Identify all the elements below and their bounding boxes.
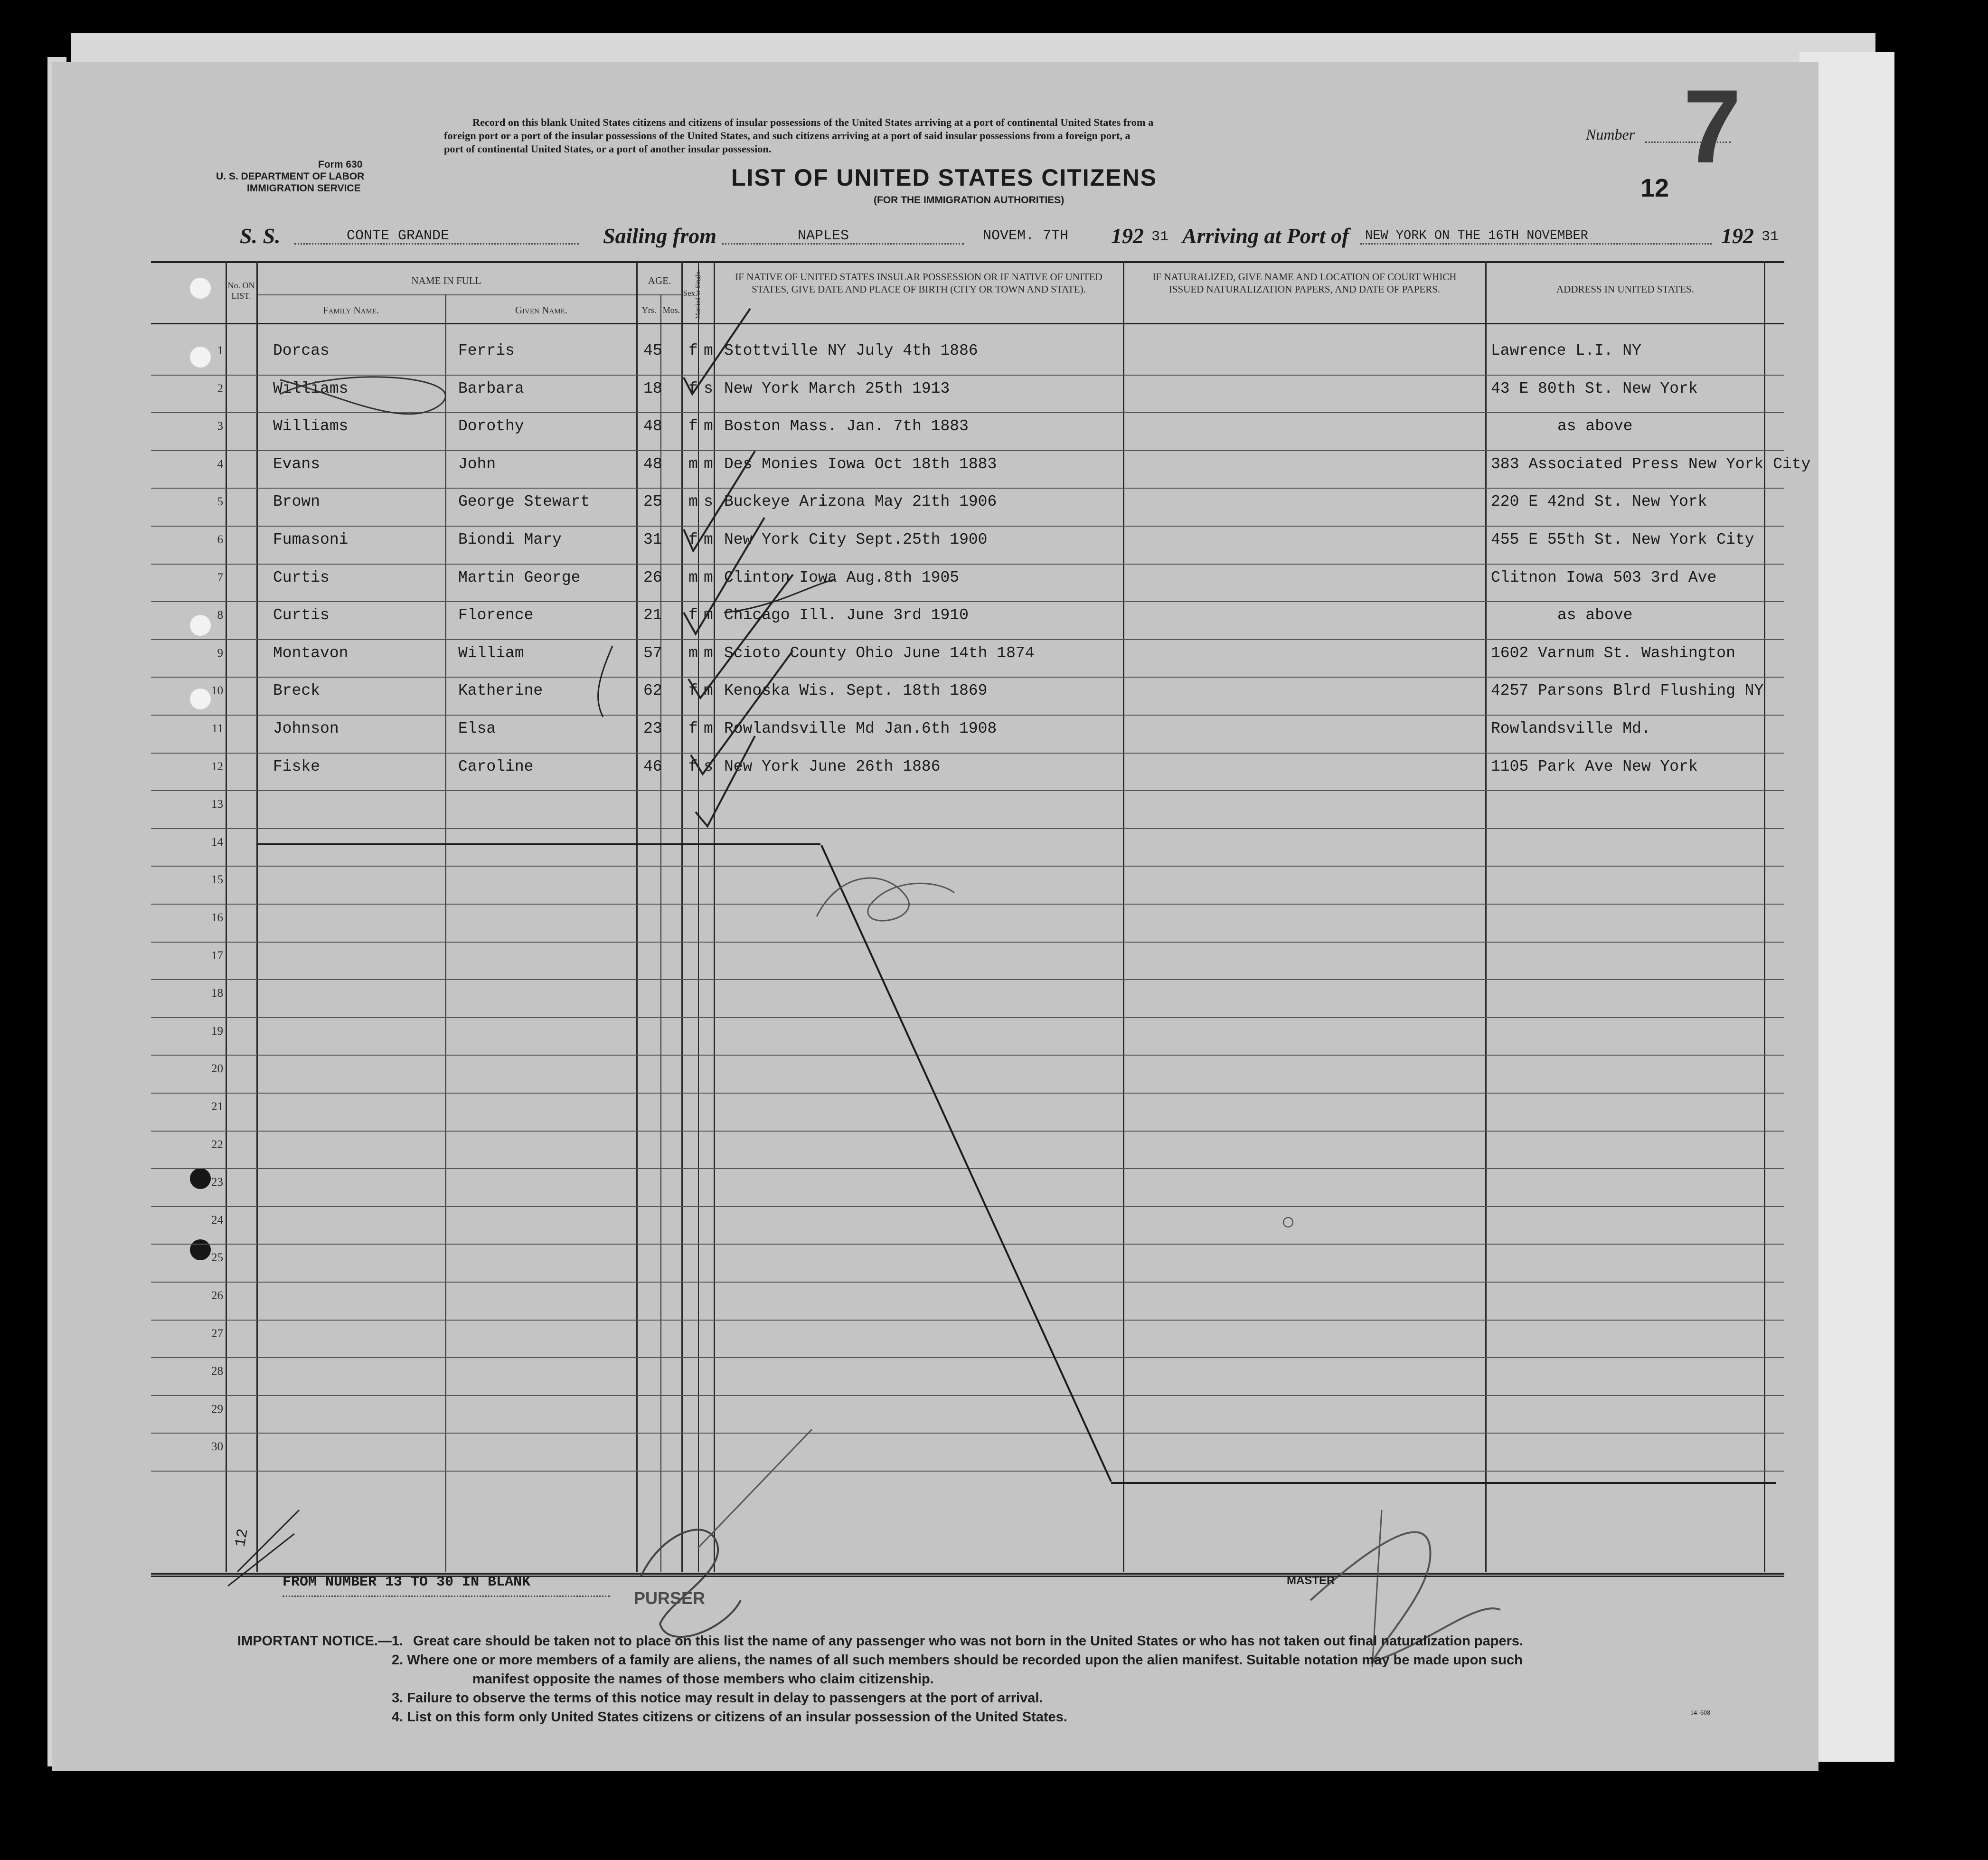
cell-given: George Stewart — [458, 493, 590, 511]
cell-birth: Scioto County Ohio June 14th 1874 — [724, 644, 1035, 662]
cell-family: Johnson — [273, 720, 339, 737]
cell-birth: Rowlandsville Md Jan.6th 1908 — [724, 720, 997, 737]
cell-birth: New York March 25th 1913 — [724, 379, 950, 397]
cell-no: 10 — [211, 684, 223, 698]
page-number: 12 — [1640, 174, 1669, 202]
page-subtitle: (FOR THE IMMIGRATION AUTHORITIES) — [874, 195, 1065, 206]
cell-given: Caroline — [458, 757, 534, 775]
cell-no: 18 — [211, 987, 223, 1000]
total-count: 12 — [231, 1527, 252, 1548]
cell-no: 1 — [217, 344, 223, 357]
cell-no: 26 — [211, 1289, 223, 1302]
cell-birth: New York June 26th 1886 — [724, 757, 941, 775]
arriving-port: NEW YORK ON THE 16TH NOVEMBER — [1365, 229, 1588, 243]
cell-no: 20 — [211, 1062, 223, 1076]
header-yrs: Yrs. — [641, 305, 657, 315]
cell-no: 22 — [211, 1138, 223, 1151]
purser-label: PURSER — [634, 1588, 706, 1608]
page-title: LIST OF UNITED STATES CITIZENS — [731, 164, 1158, 191]
header-no-on-list: No. ON LIST. — [227, 281, 255, 301]
cell-family: Curtis — [273, 568, 330, 586]
master-label: MASTER — [1287, 1574, 1335, 1587]
header-given-name: Given Name. — [515, 304, 567, 316]
instruction-line-2: foreign port or a port of the insular possessions of the United States, and such citizens arriving at a port of said insular possessions from a foreign port, a — [444, 130, 1131, 142]
cell-given: Ferris — [458, 342, 515, 359]
cell-no: 3 — [217, 420, 223, 433]
cell-no: 15 — [211, 873, 223, 887]
cell-status: m — [704, 531, 713, 548]
instruction-line-3: port of continental United States, or a port of another insular possession. — [444, 143, 772, 155]
cell-birth: Clinton Iowa Aug.8th 1905 — [724, 568, 960, 586]
header-age: AGE. — [648, 275, 671, 286]
blank-rows-note: FROM NUMBER 13 TO 30 IN BLANK — [283, 1574, 531, 1590]
cell-status: m — [704, 568, 713, 586]
cell-status: s — [704, 379, 713, 397]
cell-address: Rowlandsville Md. — [1491, 720, 1651, 737]
number-label: Number — [1586, 126, 1635, 143]
cell-age: 57 — [643, 644, 662, 662]
cell-sex: f — [688, 379, 698, 397]
cell-status: m — [704, 720, 713, 737]
notice-4: 4. List on this form only United States citizens or citizens of an insular possession of the United States. — [392, 1709, 1067, 1725]
cell-no: 30 — [211, 1440, 223, 1454]
header-name-in-full: NAME IN FULL — [411, 275, 481, 286]
notice-2: 2. Where one or more members of a family are aliens, the names of all such members should be recorded upon the alien manifest. Suitable notation may be made upon such — [392, 1652, 1523, 1668]
cell-family: Fumasoni — [273, 531, 349, 548]
cell-no: 19 — [211, 1024, 223, 1038]
form-code: 14–608 — [1690, 1709, 1710, 1717]
cell-given: Florence — [458, 606, 534, 624]
cell-given: William — [458, 644, 524, 662]
cell-no: 16 — [211, 911, 223, 924]
cell-no: 5 — [217, 495, 223, 509]
cell-age: 26 — [643, 568, 662, 586]
cell-sex: m — [688, 493, 698, 511]
cell-age: 31 — [643, 531, 662, 548]
cell-age: 23 — [643, 720, 662, 737]
cell-sex: m — [688, 644, 698, 662]
cell-given: Dorothy — [458, 417, 524, 435]
cell-sex: f — [688, 682, 698, 700]
cell-status: m — [704, 455, 713, 473]
cell-no: 2 — [217, 382, 223, 395]
notice-3: 3. Failure to observe the terms of this notice may result in delay to passengers at the port of arrival. — [392, 1690, 1043, 1706]
cell-sex: f — [688, 757, 698, 775]
cell-no: 11 — [211, 722, 223, 735]
cell-no: 13 — [211, 798, 223, 811]
notice-2-cont: manifest opposite the names of those members who claim citizenship. — [472, 1671, 934, 1687]
department-label: U. S. DEPARTMENT OF LABOR — [216, 171, 365, 182]
cell-birth: Buckeye Arizona May 21th 1906 — [724, 493, 997, 511]
sailing-port: NAPLES — [798, 228, 849, 244]
cell-address: 383 Associated Press New York City — [1491, 455, 1811, 473]
cell-birth: Des Monies Iowa Oct 18th 1883 — [724, 455, 997, 473]
cell-address: 4257 Parsons Blrd Flushing NY — [1491, 682, 1764, 700]
cell-birth: Chicago Ill. June 3rd 1910 — [724, 606, 969, 624]
cell-no: 25 — [211, 1251, 223, 1265]
cell-address: as above — [1557, 417, 1633, 435]
cell-sex: m — [688, 568, 698, 586]
cell-family: Williams — [273, 417, 349, 435]
cell-birth: Stottville NY July 4th 1886 — [724, 342, 978, 359]
cell-address: Lawrence L.I. NY — [1491, 342, 1641, 359]
cell-no: 28 — [211, 1365, 223, 1378]
cell-sex: m — [688, 455, 698, 473]
blank-note-underline — [283, 1596, 610, 1597]
cell-no: 24 — [211, 1213, 223, 1227]
cell-no: 6 — [217, 533, 223, 546]
cell-given: John — [458, 455, 496, 473]
cell-birth: Boston Mass. Jan. 7th 1883 — [724, 417, 969, 435]
cell-family: Curtis — [273, 606, 330, 624]
cell-address: 1602 Varnum St. Washington — [1491, 644, 1735, 662]
cell-age: 48 — [643, 417, 662, 435]
cell-age: 25 — [643, 493, 662, 511]
cell-age: 45 — [643, 342, 662, 359]
cell-no: 12 — [211, 760, 223, 773]
year-prefix-2: 192 — [1721, 224, 1754, 248]
blank-strike-line — [52, 62, 1818, 1771]
cell-no: 21 — [211, 1100, 223, 1113]
cell-status: m — [704, 644, 713, 662]
cell-address: 1105 Park Ave New York — [1491, 757, 1698, 775]
cell-age: 48 — [643, 455, 662, 473]
cell-family: Montavon — [273, 644, 349, 662]
cell-address: 455 E 55th St. New York City — [1491, 531, 1754, 548]
header-sex: Sex. — [683, 289, 697, 298]
year-suffix-1: 31 — [1151, 229, 1169, 245]
cell-sex: f — [688, 531, 698, 548]
cell-age: 62 — [643, 682, 662, 700]
instruction-line-1: Record on this blank United States citizens and citizens of insular possessions of the United States arriving at a port of continental United States from a — [472, 116, 1154, 128]
cell-family: Breck — [273, 682, 320, 700]
cell-status: m — [704, 606, 713, 624]
cell-no: 23 — [211, 1176, 223, 1189]
cell-given: Katherine — [458, 682, 543, 700]
cell-age: 46 — [643, 757, 662, 775]
header-married-or-single: Married or Single. — [695, 270, 702, 319]
cell-age: 21 — [643, 606, 662, 624]
notice-1: Great care should be taken not to place on this list the name of any passenger who was not born in the United States or who has not taken out final naturalization papers. — [413, 1633, 1524, 1649]
cell-birth: New York City Sept.25th 1900 — [724, 531, 988, 548]
form-number: Form 630 — [318, 159, 363, 170]
cell-status: s — [704, 757, 713, 775]
cell-family: Evans — [273, 455, 320, 473]
service-label: IMMIGRATION SERVICE — [247, 183, 361, 194]
cell-family: Brown — [273, 493, 320, 511]
cell-given: Barbara — [458, 379, 524, 397]
cell-address: 43 E 80th St. New York — [1491, 379, 1698, 397]
arriving-label: Arriving at Port of — [1182, 224, 1349, 248]
cell-status: s — [704, 493, 713, 511]
manifest-sheet — [52, 62, 1818, 1771]
ship-name: CONTE GRANDE — [347, 228, 450, 244]
cell-no: 9 — [217, 646, 223, 660]
cell-family: Dorcas — [273, 342, 330, 359]
cell-given: Martin George — [458, 568, 581, 586]
cell-no: 8 — [217, 609, 223, 622]
cell-status: m — [704, 342, 713, 359]
cell-no: 17 — [211, 949, 223, 962]
header-naturalized: IF NATURALIZED, GIVE NAME AND LOCATION OF COURT WHICH ISSUED NATURALIZATION PAPERS, AND DATE OF PAPERS. — [1152, 271, 1457, 295]
cell-birth: Kenoska Wis. Sept. 18th 1869 — [724, 682, 988, 700]
cell-no: 14 — [211, 835, 223, 849]
cell-no: 4 — [217, 457, 223, 471]
header-address: ADDRESS IN UNITED STATES. — [1556, 283, 1694, 295]
cell-given: Elsa — [458, 720, 496, 737]
header-native: IF NATIVE OF UNITED STATES INSULAR POSSESSION OR IF NATIVE OF UNITED STATES, GIVE DATE AND PLACE OF BIRTH (CITY OR TOWN AND STATE). — [735, 271, 1102, 295]
year-suffix-2: 31 — [1762, 229, 1779, 245]
header-mos: Mos. — [662, 305, 680, 315]
cell-given: Biondi Mary — [458, 531, 562, 548]
ss-label: S. S. — [240, 224, 281, 248]
cell-sex: f — [688, 417, 698, 435]
cell-address: 220 E 42nd St. New York — [1491, 493, 1707, 511]
sailing-label: Sailing from — [603, 224, 717, 248]
cell-address: Clitnon Iowa 503 3rd Ave — [1491, 568, 1717, 586]
cell-sex: f — [688, 342, 698, 359]
header-family-name: Family Name. — [322, 304, 379, 316]
sailing-date: NOVEM. 7TH — [983, 228, 1069, 244]
year-prefix-1: 192 — [1111, 224, 1144, 248]
number-value: 7 — [1683, 68, 1742, 185]
cell-family: Fiske — [273, 757, 320, 775]
cell-status: m — [704, 682, 713, 700]
cell-no: 29 — [211, 1402, 223, 1416]
cell-address: as above — [1557, 606, 1633, 624]
cell-age: 18 — [643, 379, 662, 397]
cell-status: m — [704, 417, 713, 435]
cell-family: Williams — [273, 379, 349, 397]
cell-sex: f — [688, 720, 698, 737]
cell-sex: f — [688, 606, 698, 624]
cell-no: 7 — [217, 571, 223, 584]
cell-no: 27 — [211, 1327, 223, 1340]
notice-label: IMPORTANT NOTICE.—1. — [237, 1633, 404, 1649]
